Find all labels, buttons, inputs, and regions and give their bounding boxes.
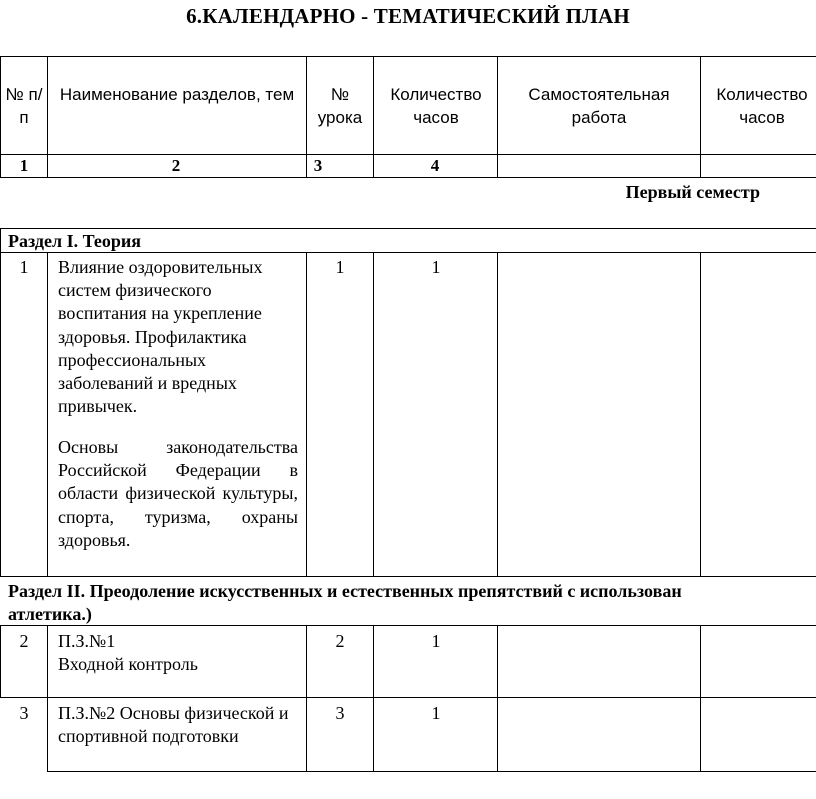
semester-label: Первый семестр xyxy=(625,182,760,202)
col-line xyxy=(373,56,374,178)
col-line xyxy=(0,252,1,577)
table-border-top xyxy=(0,56,816,57)
row-3-hours: 1 xyxy=(431,703,441,723)
row-2-hours: 1 xyxy=(431,631,441,651)
row2-divider xyxy=(0,697,816,698)
col-line xyxy=(47,252,48,577)
row-2-num: 2 xyxy=(19,631,29,651)
col-line xyxy=(700,625,701,772)
header-lesson-num: № урока xyxy=(317,85,363,127)
col-line xyxy=(306,252,307,577)
col-line xyxy=(373,252,374,577)
col-line xyxy=(497,625,498,772)
col-line xyxy=(700,252,701,577)
header-hours: Количество часов xyxy=(390,85,482,127)
col-line xyxy=(497,56,498,178)
column-number: 1 xyxy=(19,156,29,175)
col-line xyxy=(497,252,498,577)
section-2-title-line1: Раздел II. Преодоление искусственных и естественных препятствий с использован xyxy=(8,581,682,601)
col-line xyxy=(47,625,48,772)
header-independent-work: Самостоятельная работа xyxy=(528,85,670,127)
column-number: 2 xyxy=(171,156,181,175)
row-1-num: 1 xyxy=(19,257,29,277)
row-3-topic: П.З.№2 Основы физической и спортивной подготовки xyxy=(58,703,289,747)
header-hours-2: Количество часов xyxy=(716,85,808,127)
semester-divider xyxy=(0,228,816,229)
col-line xyxy=(700,56,701,178)
row-1-topic-part1: Влияние оздоровительных систем физического воспитания на укрепление здоровья. Профилактика профессиональных заболеваний и вредных привычек. xyxy=(58,257,263,417)
row1-divider xyxy=(0,576,816,577)
col-line xyxy=(373,625,374,772)
col-line xyxy=(306,625,307,772)
header-divider xyxy=(0,154,816,155)
col-line xyxy=(0,625,1,698)
page-title: 6.КАЛЕНДАРНО - ТЕМАТИЧЕСКИЙ ПЛАН xyxy=(186,4,630,28)
row-2-topic-line1: П.З.№1 xyxy=(58,631,116,651)
row-1-lesson: 1 xyxy=(335,257,345,277)
col-line xyxy=(0,56,1,178)
header-section-name: Наименование разделов, тем xyxy=(59,85,295,104)
row-1-hours: 1 xyxy=(431,257,441,277)
col-line xyxy=(0,228,1,253)
row-2-topic-line2: Входной контроль xyxy=(58,654,198,674)
row-1-topic-part2: Основы законодательства Российской Федерации в области физической культуры, спорта, туризма, охраны здоровья. xyxy=(58,437,298,550)
row-3-lesson: 3 xyxy=(335,703,345,723)
section-2-title-line2: атлетика.) xyxy=(8,604,92,624)
row-3-num: 3 xyxy=(19,703,29,723)
numbers-divider xyxy=(0,177,816,178)
section-1-title: Раздел I. Теория xyxy=(8,231,142,251)
row-2-lesson: 2 xyxy=(335,631,345,651)
column-number: 4 xyxy=(430,156,440,175)
header-num-pp: № п/п xyxy=(5,85,43,127)
col-line xyxy=(47,56,48,178)
column-number: 3 xyxy=(313,156,323,175)
